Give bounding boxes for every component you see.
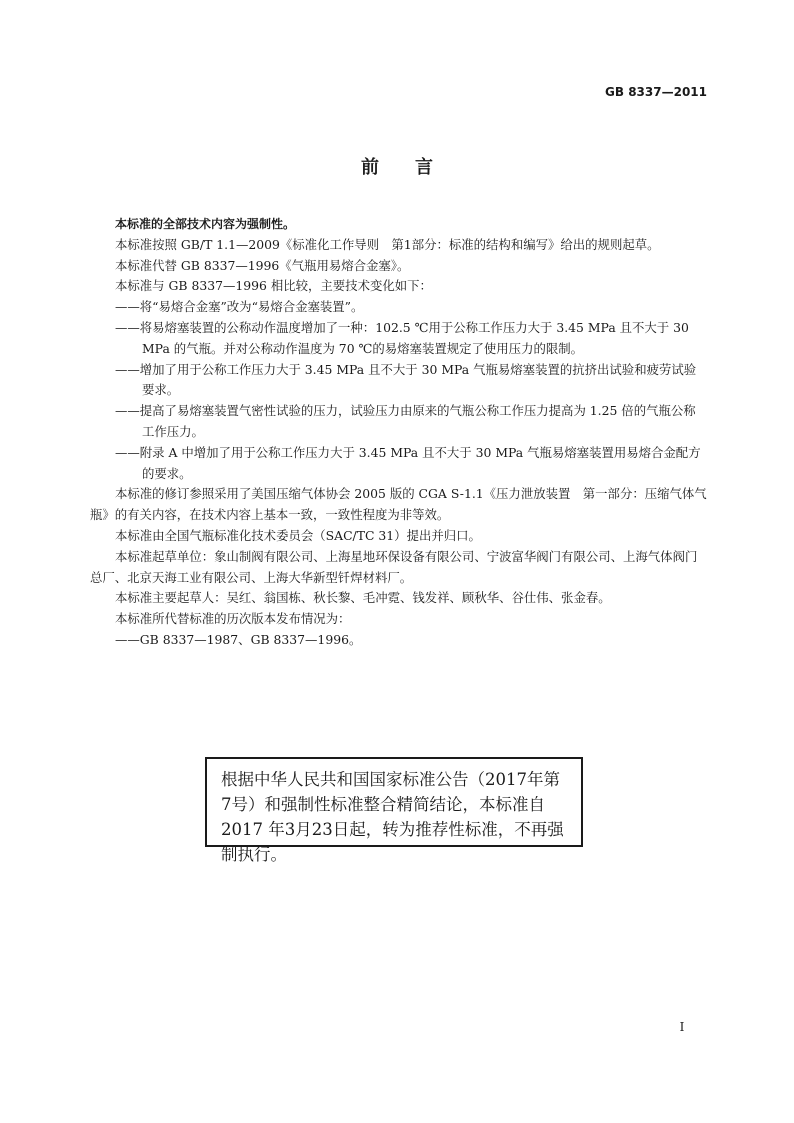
change-item: ——增加了用于公称工作压力大于 3.45 MPa 且不大于 30 MPa 气瓶易熔塞装置的抗挤出试验和疲劳试验要求。: [115, 361, 697, 398]
drafters-paragraph: 本标准主要起草人：吴红、翁国栋、秋长黎、毛冲霓、钱发祥、顾秋华、谷仕伟、张金春。: [115, 590, 611, 606]
page-title: 前言: [361, 157, 469, 178]
drafting-units-paragraph: 本标准起草单位：象山制阀有限公司、上海星地环保设备有限公司、宁波富华阀门有限公司、上海气体阀门总厂、北京天海工业有限公司、上海大华新型钎焊材料厂。: [90, 548, 698, 585]
history-list: ——GB 8337—1987、GB 8337—1996。: [115, 631, 362, 647]
page-number: I: [679, 1020, 685, 1034]
change-item: ——将易熔塞装置的公称动作温度增加了一种：102.5 ℃用于公称工作压力大于 3.45 MPa 且不大于 30 MPa 的气瓶。并对公称动作温度为 70 ℃的易熔塞装置规定了使用压力的限制。: [115, 319, 689, 356]
reference-paragraph: 本标准的修订参照采用了美国压缩气体协会 2005 版的 CGA S-1.1《压力泄放装置 第一部分：压缩气体气瓶》的有关内容，在技术内容上基本一致，一致性程度为非等效。: [90, 486, 707, 523]
status-notice-box: 根据中华人民共和国国家标准公告（2017年第7号）和强制性标准整合精简结论，本标准自 2017 年3月23日起，转为推荐性标准，不再强制执行。: [205, 757, 583, 847]
standard-code: GB 8337—2011: [605, 85, 707, 99]
replaces-paragraph: 本标准代替 GB 8337—1996《气瓶用易熔合金塞》。: [115, 257, 410, 273]
change-item: ——附录 A 中增加了用于公称工作压力大于 3.45 MPa 且不大于 30 MPa 气瓶易熔塞装置用易熔合金配方的要求。: [115, 444, 701, 481]
change-item: ——提高了易熔塞装置气密性试验的压力，试验压力由原来的气瓶公称工作压力提高为 1.25 倍的气瓶公称工作压力。: [115, 403, 696, 439]
committee-paragraph: 本标准由全国气瓶标准化技术委员会（SAC/TC 31）提出并归口。: [115, 527, 481, 543]
history-intro-paragraph: 本标准所代替标准的历次版本发布情况为：: [115, 611, 351, 627]
drafting-rules-paragraph: 本标准按照 GB/T 1.1—2009《标准化工作导则 第1部分：标准的结构和编写》给出的规则起草。: [115, 236, 660, 252]
mandatory-statement: 本标准的全部技术内容为强制性。: [115, 217, 296, 231]
foreword-body: [90, 214, 707, 651]
change-item: ——将“易熔合金塞”改为“易熔合金塞装置”。: [115, 299, 364, 315]
changes-intro-paragraph: 本标准与 GB 8337—1996 相比较，主要技术变化如下：: [115, 278, 432, 294]
